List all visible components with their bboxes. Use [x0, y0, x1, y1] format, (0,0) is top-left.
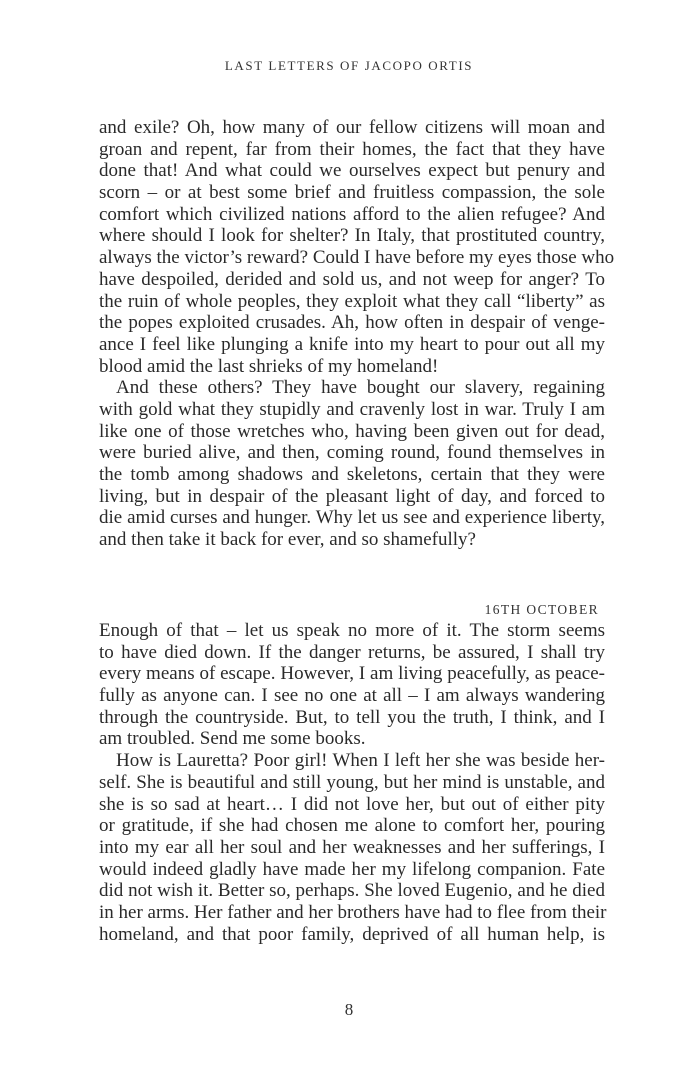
- text-line: living, but in despair of the pleasant light of day, and forced to: [99, 485, 605, 507]
- text-line: and then take it back for ever, and so shamefully?: [99, 529, 476, 551]
- text-line: scorn – or at best some brief and fruitless compassion, the sole: [99, 182, 605, 204]
- text-line: and exile? Oh, how many of our fellow citizens will moan and: [99, 117, 605, 138]
- text-line: fully as anyone can. I see no one at all – I am always wandering: [99, 685, 605, 707]
- text-line: the popes exploited crusades. Ah, how often in despair of venge-: [99, 312, 605, 334]
- text-line: am troubled. Send me some books.: [99, 728, 366, 750]
- paragraph: [99, 750, 605, 945]
- text-line: in her arms. Her father and her brothers have had to flee from their: [99, 901, 607, 923]
- text-line: blood amid the last shrieks of my homeland!: [99, 355, 439, 377]
- text-line: Enough of that – let us speak no more of it. The storm seems: [99, 620, 605, 641]
- body-text-section-two: [99, 620, 605, 945]
- text-line: self. She is beautiful and still young, but her mind is unstable, and: [99, 771, 605, 793]
- text-line: like one of those wretches who, having been given out for dead,: [99, 420, 605, 442]
- paragraph: [99, 117, 615, 377]
- text-line: where should I look for shelter? In Italy, that prostituted country,: [99, 225, 605, 247]
- text-line: the tomb among shadows and skeletons, certain that they were: [99, 464, 605, 485]
- text-line: comfort which civilized nations afford to the alien refugee? And: [99, 203, 605, 225]
- text-line: And these others? They have bought our slavery, regaining: [116, 377, 605, 399]
- text-line: she is so sad at heart… I did not love her, but out of either pity: [99, 793, 605, 815]
- text-line: done that! And what could we ourselves expect but penury and: [99, 160, 605, 182]
- text-line: die amid curses and hunger. Why let us see and experience liberty,: [99, 507, 605, 529]
- text-line: were buried alive, and then, coming round, found themselves in: [99, 442, 605, 464]
- paragraph: [99, 377, 605, 551]
- text-line: always the victor’s reward? Could I have before my eyes those who: [99, 247, 615, 269]
- paragraph: [99, 620, 605, 750]
- text-line: ance I feel like plunging a knife into my heart to pour out all my: [99, 333, 605, 355]
- text-line: or gratitude, if she had chosen me alone to comfort her, pouring: [99, 815, 605, 837]
- text-line: groan and repent, far from their homes, the fact that they have: [99, 138, 605, 160]
- text-line: How is Lauretta? Poor girl! When I left her she was beside her-: [116, 750, 605, 772]
- text-line: have despoiled, derided and sold us, and not weep for anger? To: [99, 268, 605, 290]
- text-line: did not wish it. Better so, perhaps. She loved Eugenio, and he died: [99, 880, 605, 902]
- body-text-section-one: [99, 117, 615, 551]
- text-line: would indeed gladly have made her my lifelong companion. Fate: [99, 858, 605, 880]
- letter-dateline: 16TH OCTOBER: [484, 602, 599, 617]
- text-line: through the countryside. But, to tell you the truth, I think, and I: [99, 706, 605, 728]
- text-line: with gold what they stupidly and cravenly lost in war. Truly I am: [99, 398, 605, 420]
- text-line: to have died down. If the danger returns, be assured, I shall try: [99, 641, 605, 663]
- running-head-title: LAST LETTERS OF JACOPO ORTIS: [224, 58, 474, 73]
- text-line: the ruin of whole peoples, they exploit what they call “liberty” as: [99, 290, 605, 312]
- page-number: 8: [344, 1000, 354, 1019]
- text-line: homeland, and that poor family, deprived of all human help, is: [99, 923, 605, 945]
- text-line: every means of escape. However, I am living peacefully, as peace-: [99, 663, 605, 685]
- text-line: into my ear all her soul and her weaknesses and her sufferings, I: [99, 836, 605, 858]
